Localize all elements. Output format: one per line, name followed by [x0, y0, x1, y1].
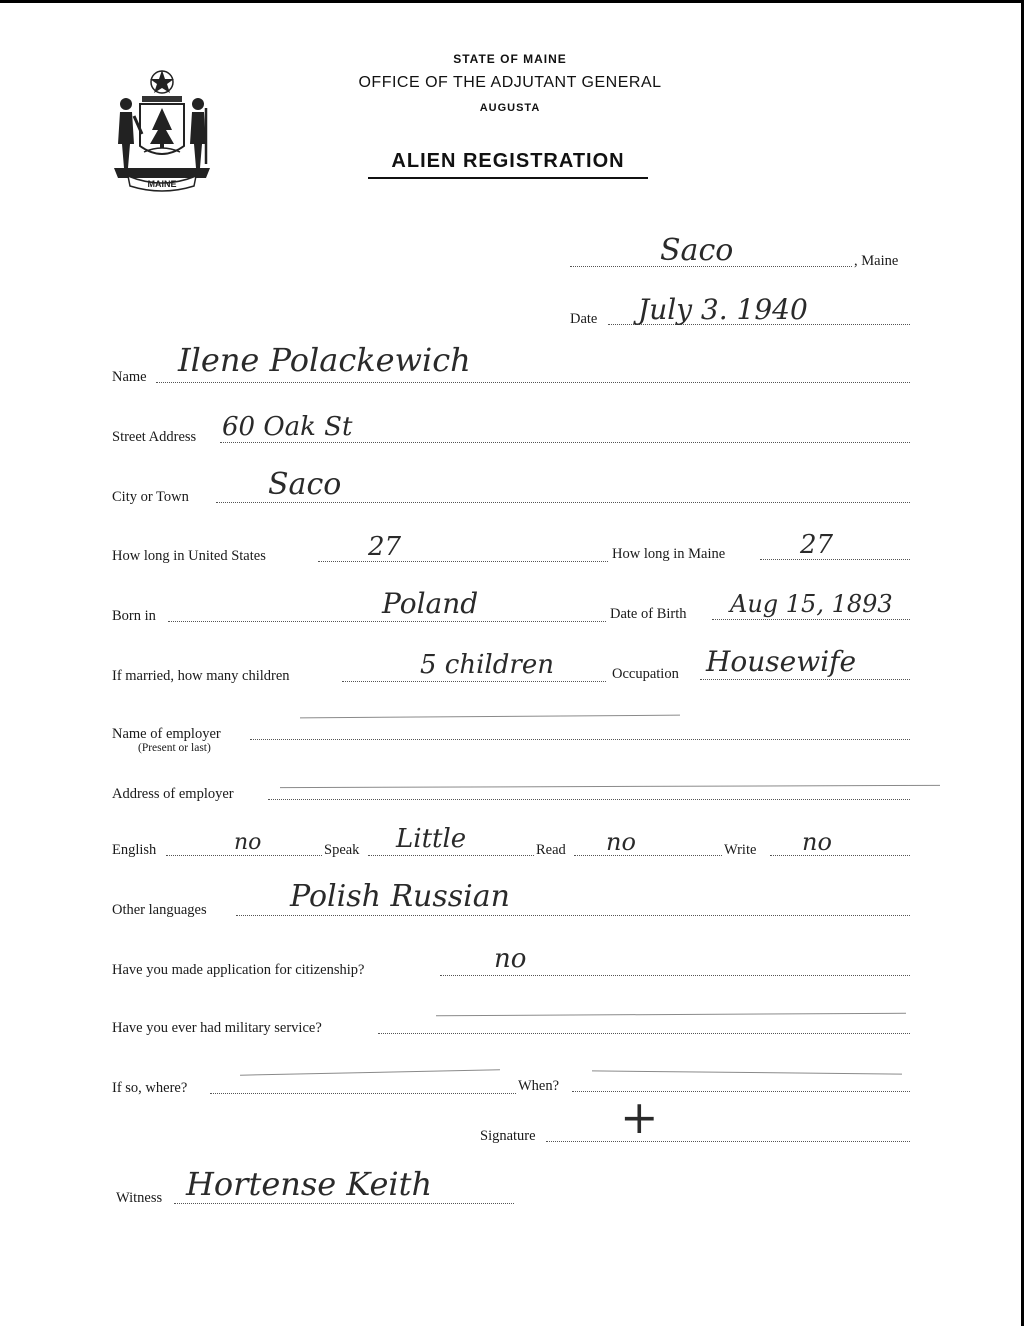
- english-value: no: [234, 830, 262, 855]
- citizenship-label: Have you made application for citizenship?: [112, 962, 365, 978]
- state-seal-icon: [108, 64, 216, 192]
- write-label: Write: [724, 842, 757, 858]
- place-suffix: , Maine: [854, 253, 899, 269]
- occupation-label: Occupation: [612, 666, 679, 682]
- how-long-maine-label: How long in Maine: [612, 546, 726, 562]
- place-value: Saco: [660, 233, 734, 268]
- speak-line: [368, 855, 534, 856]
- city-value: Saco: [268, 467, 342, 502]
- occupation-line: [700, 679, 910, 680]
- street-address-label: Street Address: [112, 429, 197, 445]
- military-line: [378, 1033, 910, 1034]
- citizenship-line: [440, 975, 910, 976]
- scan-border-top: [0, 0, 1024, 3]
- when-dash: [592, 1070, 902, 1074]
- employer-address-line: [268, 799, 910, 800]
- signature-mark: +: [620, 1090, 659, 1144]
- form-title: ALIEN REGISTRATION: [391, 150, 625, 172]
- date-label: Date: [570, 311, 598, 327]
- where-label: If so, where?: [112, 1080, 188, 1096]
- date-value: July 3. 1940: [638, 293, 808, 326]
- header-office: OFFICE OF THE ADJUTANT GENERAL: [358, 74, 662, 91]
- seal-banner-text: MAINE: [147, 179, 177, 189]
- how-long-us-label: How long in United States: [112, 548, 266, 564]
- witness-value: Hortense Keith: [186, 1165, 433, 1203]
- children-value: 5 children: [420, 650, 554, 680]
- write-line: [770, 855, 910, 856]
- city-label: City or Town: [112, 489, 189, 505]
- street-address-line: [220, 442, 910, 443]
- when-label: When?: [518, 1078, 560, 1094]
- speak-label: Speak: [324, 842, 360, 858]
- name-line: [156, 382, 910, 383]
- read-line: [574, 855, 722, 856]
- where-line: [210, 1093, 516, 1094]
- military-label: Have you ever had military service?: [112, 1020, 322, 1036]
- witness-label: Witness: [116, 1190, 163, 1206]
- english-label: English: [112, 842, 157, 858]
- how-long-us-line: [318, 561, 608, 562]
- date-of-birth-label: Date of Birth: [610, 606, 687, 622]
- read-label: Read: [536, 842, 566, 858]
- write-value: no: [802, 828, 832, 856]
- citizenship-value: no: [494, 944, 527, 974]
- employer-address-dash: [280, 785, 940, 788]
- signature-line: [546, 1141, 910, 1142]
- how-long-maine-line: [760, 559, 910, 560]
- name-label: Name: [112, 369, 147, 385]
- date-of-birth-value: Aug 15, 1893: [730, 590, 893, 618]
- employer-address-label: Address of employer: [112, 786, 234, 802]
- how-long-maine-value: 27: [800, 530, 834, 560]
- employer-name-label: Name of employer: [112, 726, 221, 742]
- other-languages-line: [236, 915, 910, 916]
- military-dash: [436, 1013, 906, 1016]
- other-languages-label: Other languages: [112, 902, 207, 918]
- witness-line: [174, 1203, 514, 1204]
- where-dash: [240, 1069, 500, 1075]
- street-address-value: 60 Oak St: [222, 412, 353, 442]
- born-in-value: Poland: [382, 587, 479, 620]
- employer-name-dash: [300, 715, 680, 719]
- header-city: AUGUSTA: [479, 102, 541, 114]
- born-in-label: Born in: [112, 608, 156, 624]
- read-value: no: [606, 828, 636, 856]
- date-of-birth-line: [712, 619, 910, 620]
- employer-name-line: [250, 739, 910, 740]
- speak-value: Little: [396, 824, 467, 854]
- occupation-value: Housewife: [706, 645, 857, 678]
- other-languages-value: Polish Russian: [290, 879, 510, 914]
- english-line: [166, 855, 322, 856]
- title-underline: [368, 177, 648, 179]
- born-in-line: [168, 621, 606, 622]
- header-state: STATE OF MAINE: [453, 52, 567, 66]
- children-line: [342, 681, 606, 682]
- city-line: [216, 502, 910, 503]
- employer-name-sublabel: (Present or last): [138, 742, 211, 754]
- how-long-us-value: 27: [368, 532, 402, 562]
- signature-label: Signature: [480, 1128, 536, 1144]
- children-label: If married, how many children: [112, 668, 290, 684]
- name-value: Ilene Polackewich: [178, 341, 471, 379]
